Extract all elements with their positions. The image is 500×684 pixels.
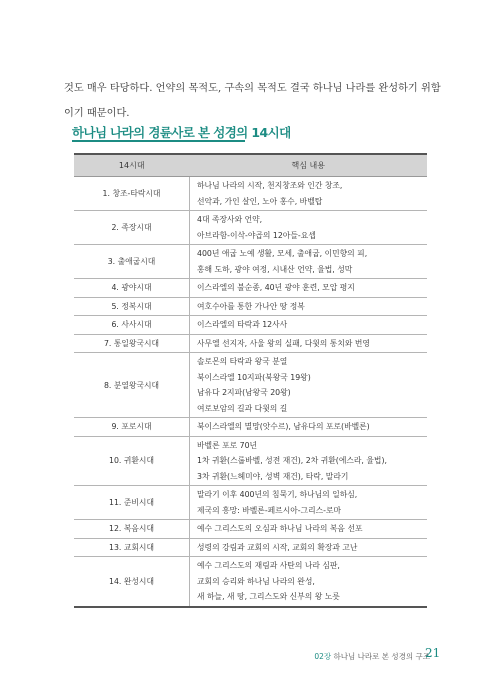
era-cell: 6. 사사시대 [74,316,190,335]
footer-running-head [314,651,430,662]
content-line: 바벨론 포로 70년 [197,440,258,450]
table-row [74,245,427,279]
table-row [74,279,427,298]
footer-chapter: 02장 [314,652,332,661]
era-cell: 7. 통일왕국시대 [74,334,190,353]
era-cell: 12. 복음시대 [74,520,190,539]
content-cell [190,211,428,245]
content-cell [190,486,428,520]
footer-title: 하나님 나라로 본 성경의 구조 [333,652,430,661]
table-row [74,538,427,557]
era-cell: 2. 족장시대 [74,211,190,245]
content-line: 북이스라엘 10지파(북왕국 19왕) [197,372,311,382]
content-cell [190,538,428,557]
era-cell: 5. 정복시대 [74,297,190,316]
table-row [74,557,427,607]
content-line: 하나님 나라의 시작, 천지창조와 인간 창조, [197,181,343,190]
content-line: 교회의 승리와 하나님 나라의 완성, [197,576,315,586]
content-line: 이스라엘의 타락과 12사사 [197,320,288,329]
content-line: 3차 귀환(느헤미야, 성벽 재건), 타락, 말라기 [197,471,349,481]
table-row [74,486,427,520]
content-line: 사무엘 선지자, 사울 왕의 실패, 다윗의 통치와 번영 [197,338,370,348]
page-number: 21 [425,646,441,660]
header-content: 핵심 내용 [190,154,428,177]
content-line: 400년 애굽 노예 생활, 모세, 출애굽, 이민향의 피, [197,249,368,258]
table-row [74,316,427,335]
content-line: 이스라엘의 불순종, 40년 광야 훈련, 모압 평지 [197,283,355,292]
intro-paragraph: 것도 매우 타당하다. 언약의 목적도, 구속의 목적도 결국 하나님 나라를 완성하기 위함이기 때문이다. [64,83,441,120]
era-cell: 10. 귀환시대 [74,436,190,486]
content-line: 새 하늘, 새 땅, 그리스도와 신부의 왕 노릇 [197,592,340,601]
era-cell: 9. 포로시대 [74,418,190,437]
content-line: 제국의 흥망: 바벨론-페르시아-그리스-로마 [197,505,342,515]
content-line: 성령의 강림과 교회의 시작, 교회의 확장과 고난 [197,542,358,552]
table-row [74,520,427,539]
era-cell: 14. 완성시대 [74,557,190,607]
era-cell: 11. 준비시대 [74,486,190,520]
content-line: 1차 귀환(스룹바벨, 성전 재건), 2차 귀환(에스라, 율법), [197,456,387,465]
content-line: 솔로몬의 타락과 왕국 분열 [197,357,288,366]
content-cell [190,245,428,279]
title-underline [72,140,245,142]
content-line: 여로보암의 길과 다윗의 길 [197,403,288,413]
content-line: 말라기 이후 400년의 침묵기, 하나님의 일하심, [197,490,358,499]
eras-table [74,153,427,608]
content-cell [190,557,428,607]
content-line: 아브라함-이삭-야곱의 12아들-요셉 [197,230,316,240]
content-line: 선악과, 가인 살인, 노아 홍수, 바벨탑 [197,196,323,206]
content-cell [190,297,428,316]
content-cell [190,353,428,418]
era-cell: 8. 분열왕국시대 [74,353,190,418]
content-line: 남유다 2지파(남왕국 20왕) [197,388,291,397]
content-line: 북이스라엘의 멸망(앗수르), 남유다의 포로(바벨론) [197,422,370,431]
table-row [74,353,427,418]
content-cell [190,316,428,335]
content-cell [190,418,428,437]
era-cell: 4. 광야시대 [74,279,190,298]
table-row [74,177,427,211]
era-cell: 13. 교회시대 [74,538,190,557]
content-line: 홍해 도하, 광야 여정, 시내산 언약, 율법, 성막 [197,264,353,274]
content-cell [190,520,428,539]
content-cell [190,279,428,298]
table-body [74,177,427,607]
content-line: 예수 그리스도의 재림과 사탄의 나라 심판, [197,561,340,570]
table-row [74,211,427,245]
content-line: 예수 그리스도의 오심과 하나님 나라의 복음 선포 [197,524,363,533]
header-era: 14시대 [74,154,190,177]
table-row [74,297,427,316]
table-row [74,334,427,353]
era-cell: 3. 출애굽시대 [74,245,190,279]
section-title: 하나님 나라의 경륜사로 본 성경의 14시대 [72,125,291,140]
era-cell: 1. 창조-타락시대 [74,177,190,211]
table-row [74,436,427,486]
table-row [74,418,427,437]
content-line: 4대 족장사와 언약, [197,215,263,224]
content-cell [190,436,428,486]
content-line: 여호수아를 통한 가나안 땅 정복 [197,301,305,311]
table-header-row [74,154,427,177]
content-cell [190,334,428,353]
content-cell [190,177,428,211]
